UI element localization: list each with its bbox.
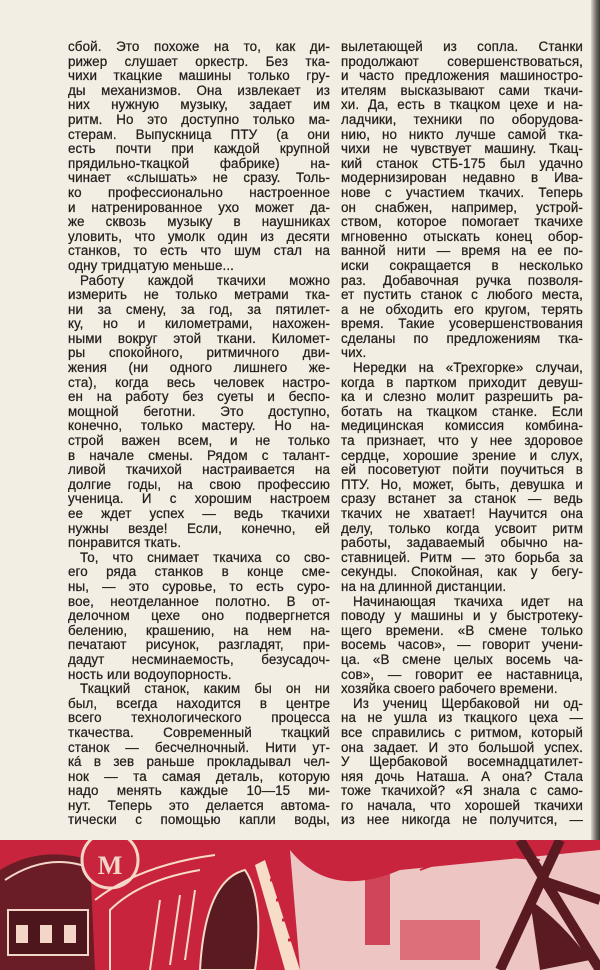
- text-line: чихи ткацкие машины только гру-: [68, 69, 330, 84]
- text-line: работы, задаваемый обычно на-: [341, 536, 583, 551]
- paragraph: [341, 40, 583, 361]
- text-line: есть почти при каждой крупной: [68, 142, 330, 157]
- text-line: ры спокойного, ритмичного дви-: [68, 346, 330, 361]
- text-line: ен на работу без суеты и беспо-: [68, 390, 330, 405]
- text-line: ителям высказывают сами ткачи-: [341, 83, 583, 98]
- text-line: ритм. Но это доступно только ма-: [68, 112, 330, 127]
- text-line: ными вокруг этой ткани. Километ-: [68, 331, 330, 346]
- text-line: был, всегда находится в центре: [68, 696, 330, 711]
- text-line: ды механизмов. Она извлекает из: [68, 83, 330, 98]
- text-line: ка и слезно молит разрешить ра-: [341, 390, 583, 405]
- text-line: продолжают совершенствоваться,: [341, 54, 583, 69]
- text-column-right: [341, 40, 583, 828]
- text-line: жения (ни одного лишнего же-: [68, 361, 330, 376]
- text-line: когда в партком приходит девуш-: [341, 375, 583, 390]
- text-line: ткачих не хватает! Научится она: [341, 507, 583, 521]
- text-line: раз. Добавочная ручка позволя-: [341, 273, 583, 288]
- text-line: секунды. Спокойная, как у бегу-: [341, 565, 583, 580]
- metro-illustration: [0, 840, 600, 970]
- text-line: Начинающая ткачиха идет на: [353, 594, 583, 609]
- text-line: белению, крашению, на нем на-: [68, 623, 330, 638]
- text-line: нок — та самая деталь, которую: [68, 769, 330, 784]
- text-line: ткачества. Современный ткацкий: [68, 725, 330, 740]
- text-line: делочном цехе оно подвергнется: [68, 609, 330, 624]
- text-line: ность или водоупорность.: [68, 667, 232, 682]
- text-line: ПТУ. Но, может, быть, девушка и: [341, 477, 583, 492]
- text-line: ку, но и километрами, нахожен-: [68, 317, 330, 332]
- text-line: ста), когда весь человек настро-: [68, 375, 330, 390]
- text-line: ученица. И с хорошим настроем: [68, 492, 330, 507]
- text-line: поводу у машины и у быстротеку-: [341, 609, 583, 624]
- text-line: Работу каждой ткачихи можно: [80, 273, 330, 288]
- text-line: ей посоветуют пойти поучиться в: [341, 463, 583, 478]
- text-line: них нужную музыку, задает им: [68, 98, 330, 113]
- text-line: тически с помощью капли воды,: [68, 813, 330, 828]
- text-line: всего технологического процесса: [68, 711, 330, 726]
- text-line: нию, но никто лучше самой тка-: [341, 127, 583, 142]
- text-line: Из учениц Щербаковой ни од-: [353, 696, 583, 711]
- text-line: же сквозь музыку в наушниках: [68, 215, 330, 230]
- text-line: го начала, что хорошей ткачихи: [341, 798, 583, 813]
- text-line: рижер слушает оркестр. Без тка-: [68, 54, 330, 69]
- text-line: Нередки на «Трехгорке» случаи,: [353, 361, 583, 376]
- text-line: строй важен всем, и не только: [68, 434, 330, 449]
- paragraph: [68, 40, 330, 274]
- paragraph: [68, 551, 330, 682]
- text-line: конечно, только мастеру. Но на-: [68, 419, 330, 434]
- text-line: надо менять каждые 10—15 ми-: [68, 784, 330, 799]
- text-line: ее ждет успех — ведь ткачихи: [68, 507, 330, 521]
- text-line: делу, только когда усвоит ритм: [341, 521, 583, 536]
- text-line: ботать на ткацком станке. Если: [341, 404, 583, 419]
- text-line: вое, неотделанное полотно. В от-: [68, 594, 330, 609]
- text-line: кий станок СТБ-175 был удачно: [341, 156, 583, 171]
- text-line: он снабжен, например, устрой-: [341, 200, 583, 215]
- text-line: мощной беготни. Это доступно,: [68, 404, 330, 419]
- text-line: на не ушла из ткацкого цеха —: [341, 711, 583, 726]
- text-line: нут. Теперь это делается автома-: [68, 798, 330, 813]
- text-line: У Щербаковой восемнадцатилет-: [341, 755, 583, 770]
- text-line: ни за смену, за год, за пятилет-: [68, 302, 330, 317]
- text-line: и часто предложения машиностро-: [341, 69, 583, 84]
- text-line: на на длинной дистанции.: [341, 579, 507, 594]
- text-line: хи. Да, есть в ткацком цехе и на-: [341, 98, 583, 113]
- text-line: тоже ткачихой? «Я знала с само-: [341, 784, 583, 799]
- text-line: его ряда станков в конце сме-: [68, 565, 330, 580]
- text-line: одну тридцатую меньше...: [68, 258, 234, 273]
- text-line: все справились с ритмом, который: [341, 725, 583, 740]
- text-line: сделаны по предложениям тка-: [341, 331, 583, 346]
- text-line: сов», — говорит ее наставница,: [341, 667, 583, 682]
- text-line: в начале смены. Рядом с талант-: [68, 448, 330, 463]
- text-line: няя дочь Наташа. А она? Стала: [341, 769, 583, 784]
- text-line: а не обходить его кругом, терять: [341, 302, 583, 317]
- text-line: дадут несминаемость, безусадоч-: [68, 652, 330, 667]
- text-line: и натренированное ухо может да-: [68, 200, 330, 215]
- text-line: Ткацкий станок, каким бы он ни: [80, 682, 330, 697]
- paragraph: [341, 361, 583, 595]
- text-line: ны, — это суровье, то есть суро-: [68, 579, 330, 594]
- text-line: ливой ткачихой настраивается на: [68, 463, 330, 478]
- text-line: ет пустить станок с любого места,: [341, 288, 583, 303]
- text-line: хозяйка своего рабочего времени.: [341, 682, 558, 697]
- text-line: станков, то есть что шум стал на: [68, 244, 330, 259]
- text-line: сердце, хорошие зрение и слух,: [341, 448, 583, 463]
- text-line: нове с участием ткачих. Теперь: [341, 185, 583, 200]
- paragraph: [341, 697, 583, 828]
- text-column-left: [68, 40, 330, 828]
- text-line: станок — бесчелночный. Нити ут-: [68, 740, 330, 755]
- text-line: ца. «В смене целых восемь ча-: [341, 652, 583, 667]
- text-line: время. Такие усовершенствования: [341, 317, 583, 332]
- text-line: чинает «слышать» не сразу. Толь-: [68, 171, 330, 186]
- paragraph: [68, 274, 330, 551]
- paragraph: [68, 682, 330, 828]
- metro-logo-letter: М: [97, 851, 123, 880]
- text-line: модернизирован недавно в Ива-: [341, 171, 583, 186]
- text-line: То, что снимает ткачиха со сво-: [80, 550, 330, 565]
- text-line: кá в зев раньше прокладывал чел-: [68, 755, 330, 770]
- text-line: восемь часов», — говорит учени-: [341, 638, 583, 653]
- text-line: ванной нити — время на ее по-: [341, 244, 583, 259]
- text-line: ладчики, техники по оборудова-: [341, 112, 583, 127]
- text-line: медицинская комиссия комбина-: [341, 419, 583, 434]
- text-line: стерам. Выпускница ПТУ (а они: [68, 127, 330, 142]
- text-line: понравится ткать.: [68, 536, 182, 551]
- text-line: прядильно-ткацкой фабрике) на-: [68, 156, 330, 171]
- text-line: та признает, что у нее здоровое: [341, 434, 583, 449]
- text-line: иски сокращается в несколько: [341, 258, 583, 273]
- paragraph: [341, 595, 583, 697]
- text-line: сразу встанет за станок — ведь: [341, 492, 583, 507]
- text-line: мгновенно отыскать конец обор-: [341, 229, 583, 244]
- metro-logo: [82, 840, 138, 888]
- page-binding-edge: [591, 0, 600, 970]
- text-line: из нее никогда не получится, —: [341, 813, 583, 828]
- text-line: уловить, что умолк один из десяти: [68, 229, 330, 244]
- text-line: ством, которое помогает ткачихе: [341, 215, 583, 230]
- text-line: ко профессионально настроенное: [68, 185, 330, 200]
- text-line: ставницей. Ритм — это борьба за: [341, 550, 583, 565]
- text-line: печатают рисунок, разгладят, при-: [68, 638, 330, 653]
- text-line: она задает. И это большой успех.: [341, 740, 583, 755]
- text-line: долгие годы, на свою профессию: [68, 477, 330, 492]
- text-line: нужны везде! Если, конечно, ей: [68, 521, 330, 536]
- text-line: чих.: [341, 346, 367, 361]
- text-line: измерить не только метрами тка-: [68, 288, 330, 303]
- text-line: сбой. Это похоже на то, как ди-: [68, 40, 330, 54]
- metro-train: [0, 854, 95, 970]
- text-line: чихи не чувствует машину. Ткац-: [341, 142, 583, 157]
- text-line: вылетающей из сопла. Станки: [341, 40, 583, 54]
- text-line: щего времени. «В смене только: [341, 623, 583, 638]
